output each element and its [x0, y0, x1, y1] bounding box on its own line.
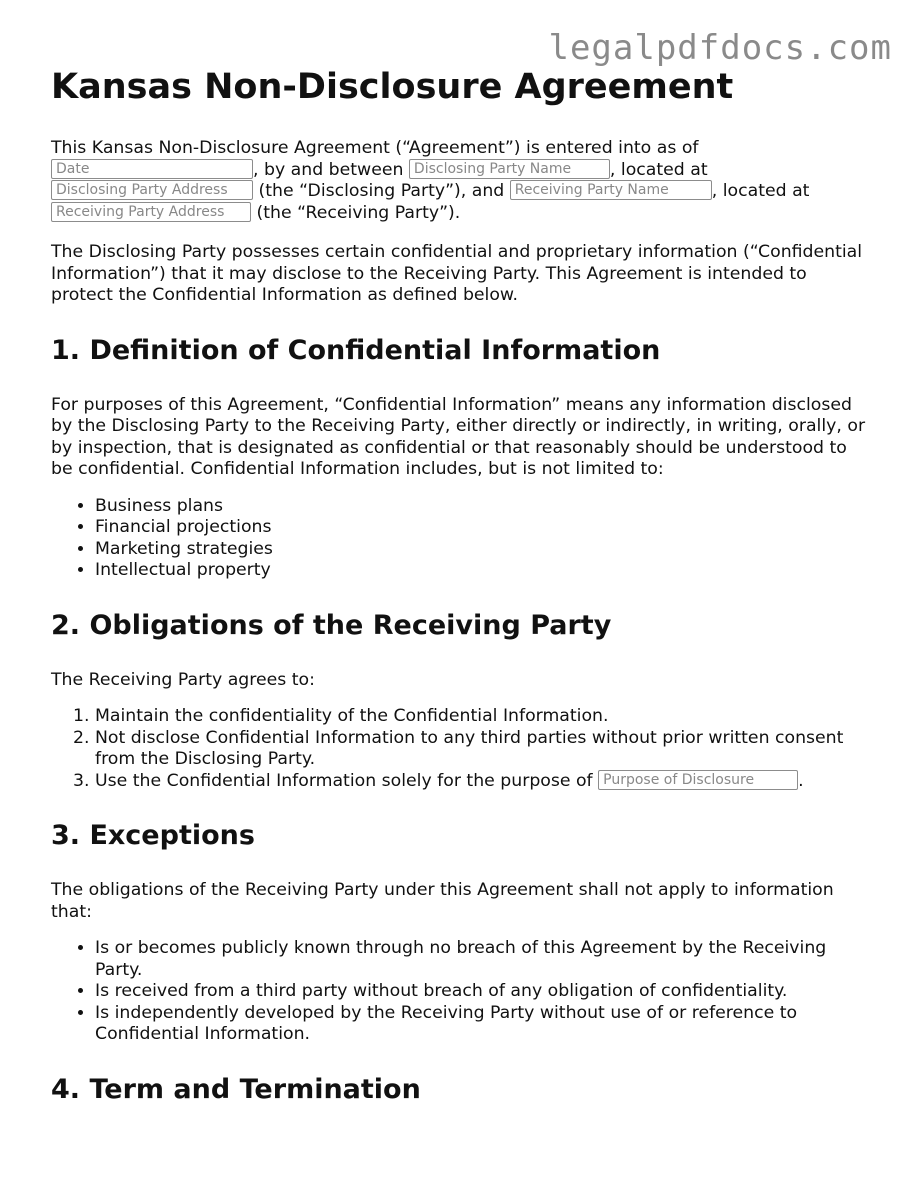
exceptions-list [51, 938, 866, 1046]
list-item-end: . [798, 770, 804, 791]
section-2-body: The Receiving Party agrees to: [51, 669, 315, 690]
section-4-heading: 4. Term and Termination [51, 1073, 421, 1105]
list-item: 2. Not disclose Confidential Information to any third parties without prior written consent from the Disclosing Party. [95, 728, 866, 771]
section-3-heading: 3. Exceptions [51, 820, 255, 851]
list-item-text: Use the Confidential Information solely for the purpose of [95, 770, 593, 791]
disclosing-party-address-field[interactable]: Disclosing Party Address [51, 180, 253, 200]
section-3-body: The obligations of the Receiving Party under this Agreement shall not apply to information that: [51, 880, 834, 922]
watermark: legalpdfdocs.com [548, 28, 892, 68]
purpose-of-disclosure-field[interactable]: Purpose of Disclosure [598, 770, 798, 790]
section-1-body: For purposes of this Agreement, “Confidential Information” means any information disclosed by the Disclosing Party to the Receiving Party, either directly or indirectly, in writing, orally, or by inspection, that is designated as confidential or that reasonably should be understood to be confidential. Confidential Information includes, but is not limited to: [51, 394, 866, 479]
intro-paragraph [51, 138, 866, 224]
list-item: • Intellectual property [95, 560, 866, 582]
intro-text-5: , located at [711, 181, 810, 201]
list-item: • Financial projections [95, 517, 866, 539]
section-2-heading: 2. Obligations of the Receiving Party [51, 609, 612, 641]
list-item: • Is independently developed by the Receiving Party without use of or reference to Confidential Information. [95, 1003, 866, 1046]
document-page [51, 64, 866, 1134]
date-field[interactable]: Date [51, 159, 253, 179]
receiving-party-address-field[interactable]: Receiving Party Address [51, 202, 251, 222]
document-title: Kansas Non-Disclosure Agreement [51, 67, 734, 107]
purpose-paragraph: The Disclosing Party possesses certain confidential and proprietary information (“Confidential Information”) that it may disclose to the Receiving Party. This Agreement is intended to protect the Confidential Information as defined below. [51, 242, 863, 305]
intro-text-1: This Kansas Non-Disclosure Agreement (“Agreement”) is entered into as of [51, 138, 699, 158]
list-item [95, 771, 866, 793]
list-item: • Is received from a third party without breach of any obligation of confidentiality. [95, 981, 866, 1003]
confidential-info-list [51, 496, 866, 582]
list-item: • Is or becomes publicly known through no breach of this Agreement by the Receiving Party. [95, 938, 866, 981]
obligations-list [51, 706, 866, 792]
intro-text-3: , located at [609, 159, 708, 180]
list-item: • Business plans [95, 496, 866, 518]
intro-text-2: , by and between [253, 159, 404, 180]
section-1-heading: 1. Definition of Confidential Information [51, 334, 661, 366]
intro-text-6: (the “Receiving Party”). [256, 202, 461, 223]
disclosing-party-name-field[interactable]: Disclosing Party Name [409, 159, 610, 179]
list-item: 1. Maintain the confidentiality of the Confidential Information. [95, 706, 866, 728]
intro-text-4: (the “Disclosing Party”), and [258, 181, 505, 201]
receiving-party-name-field[interactable]: Receiving Party Name [510, 180, 712, 200]
list-item: • Marketing strategies [95, 539, 866, 561]
